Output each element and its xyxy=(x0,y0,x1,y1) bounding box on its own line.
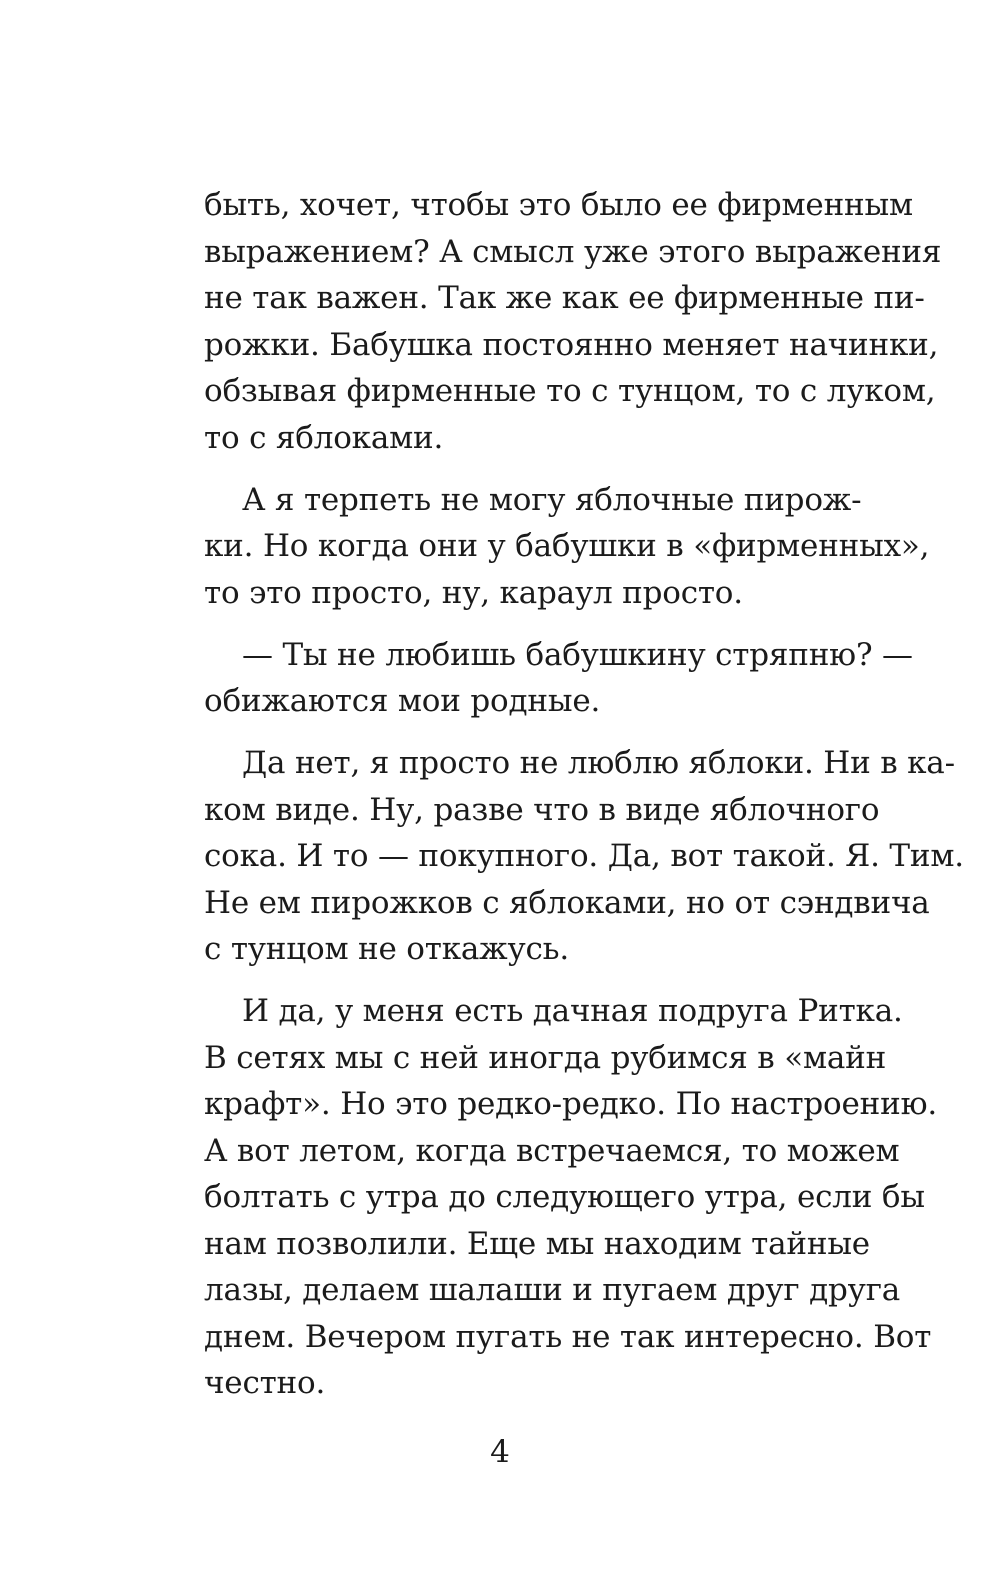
text-line: обзывая фирменные то с тунцом, то с луком, xyxy=(204,373,936,409)
text-line xyxy=(204,988,903,1035)
text-line: А вот летом, когда встречаемся, то можем xyxy=(204,1132,900,1169)
text-line: В сетях мы с ней иногда рубимся в «майн xyxy=(204,1039,887,1076)
text-line: не так важен. Так же как ее фирменные пи- xyxy=(204,280,925,316)
text-line-content: — Ты не любишь бабушкину стряпню? — xyxy=(242,636,913,673)
text-line: то это просто, ну, караул просто. xyxy=(204,574,743,611)
text-line: с тунцом не откажусь. xyxy=(204,931,570,967)
paragraph-4 xyxy=(204,740,964,973)
text-line: честно. xyxy=(204,1365,326,1401)
text-line: Не ем пирожков с яблоками, но от сэндвича xyxy=(204,884,930,921)
text-line: сока. И то — покупного. Да, вот такой. Я. Тим. xyxy=(204,838,964,874)
text-line: то с яблоками. xyxy=(204,419,444,456)
text-line: обижаются мои родные. xyxy=(204,683,601,719)
text-line: ком виде. Ну, разве что в виде яблочного xyxy=(204,791,880,828)
paragraph-1 xyxy=(204,182,942,461)
text-line-content: А я терпеть не могу яблочные пирож- xyxy=(242,481,862,518)
text-line: нам позволили. Еще мы находим тайные xyxy=(204,1225,870,1262)
text-line xyxy=(204,477,862,524)
text-line-content: Да нет, я просто не люблю яблоки. Ни в ка- xyxy=(242,745,955,781)
body-text xyxy=(204,182,964,1407)
text-line xyxy=(204,740,955,787)
text-line: болтать с утра до следующего утра, если бы xyxy=(204,1179,925,1215)
text-line: быть, хочет, чтобы это было ее фирменным xyxy=(204,187,913,223)
text-line: днем. Вечером пугать не так интересно. Вот xyxy=(204,1318,932,1355)
text-line: ки. Но когда они у бабушки в «фирменных», xyxy=(204,528,930,564)
text-line: рожки. Бабушка постоянно меняет начинки, xyxy=(204,326,939,363)
paragraph-2 xyxy=(204,477,930,617)
paragraph-3 xyxy=(204,632,913,725)
text-line: выражением? А смысл уже этого выражения xyxy=(204,233,942,270)
text-line xyxy=(204,632,913,679)
text-line: крафт». Но это редко-редко. По настроению. xyxy=(204,1086,938,1122)
text-line: лазы, делаем шалаши и пугаем друг друга xyxy=(204,1272,901,1308)
paragraph-5 xyxy=(204,988,938,1407)
page-number: 4 xyxy=(490,1434,510,1470)
text-line-content: И да, у меня есть дачная подруга Ритка. xyxy=(242,993,903,1029)
